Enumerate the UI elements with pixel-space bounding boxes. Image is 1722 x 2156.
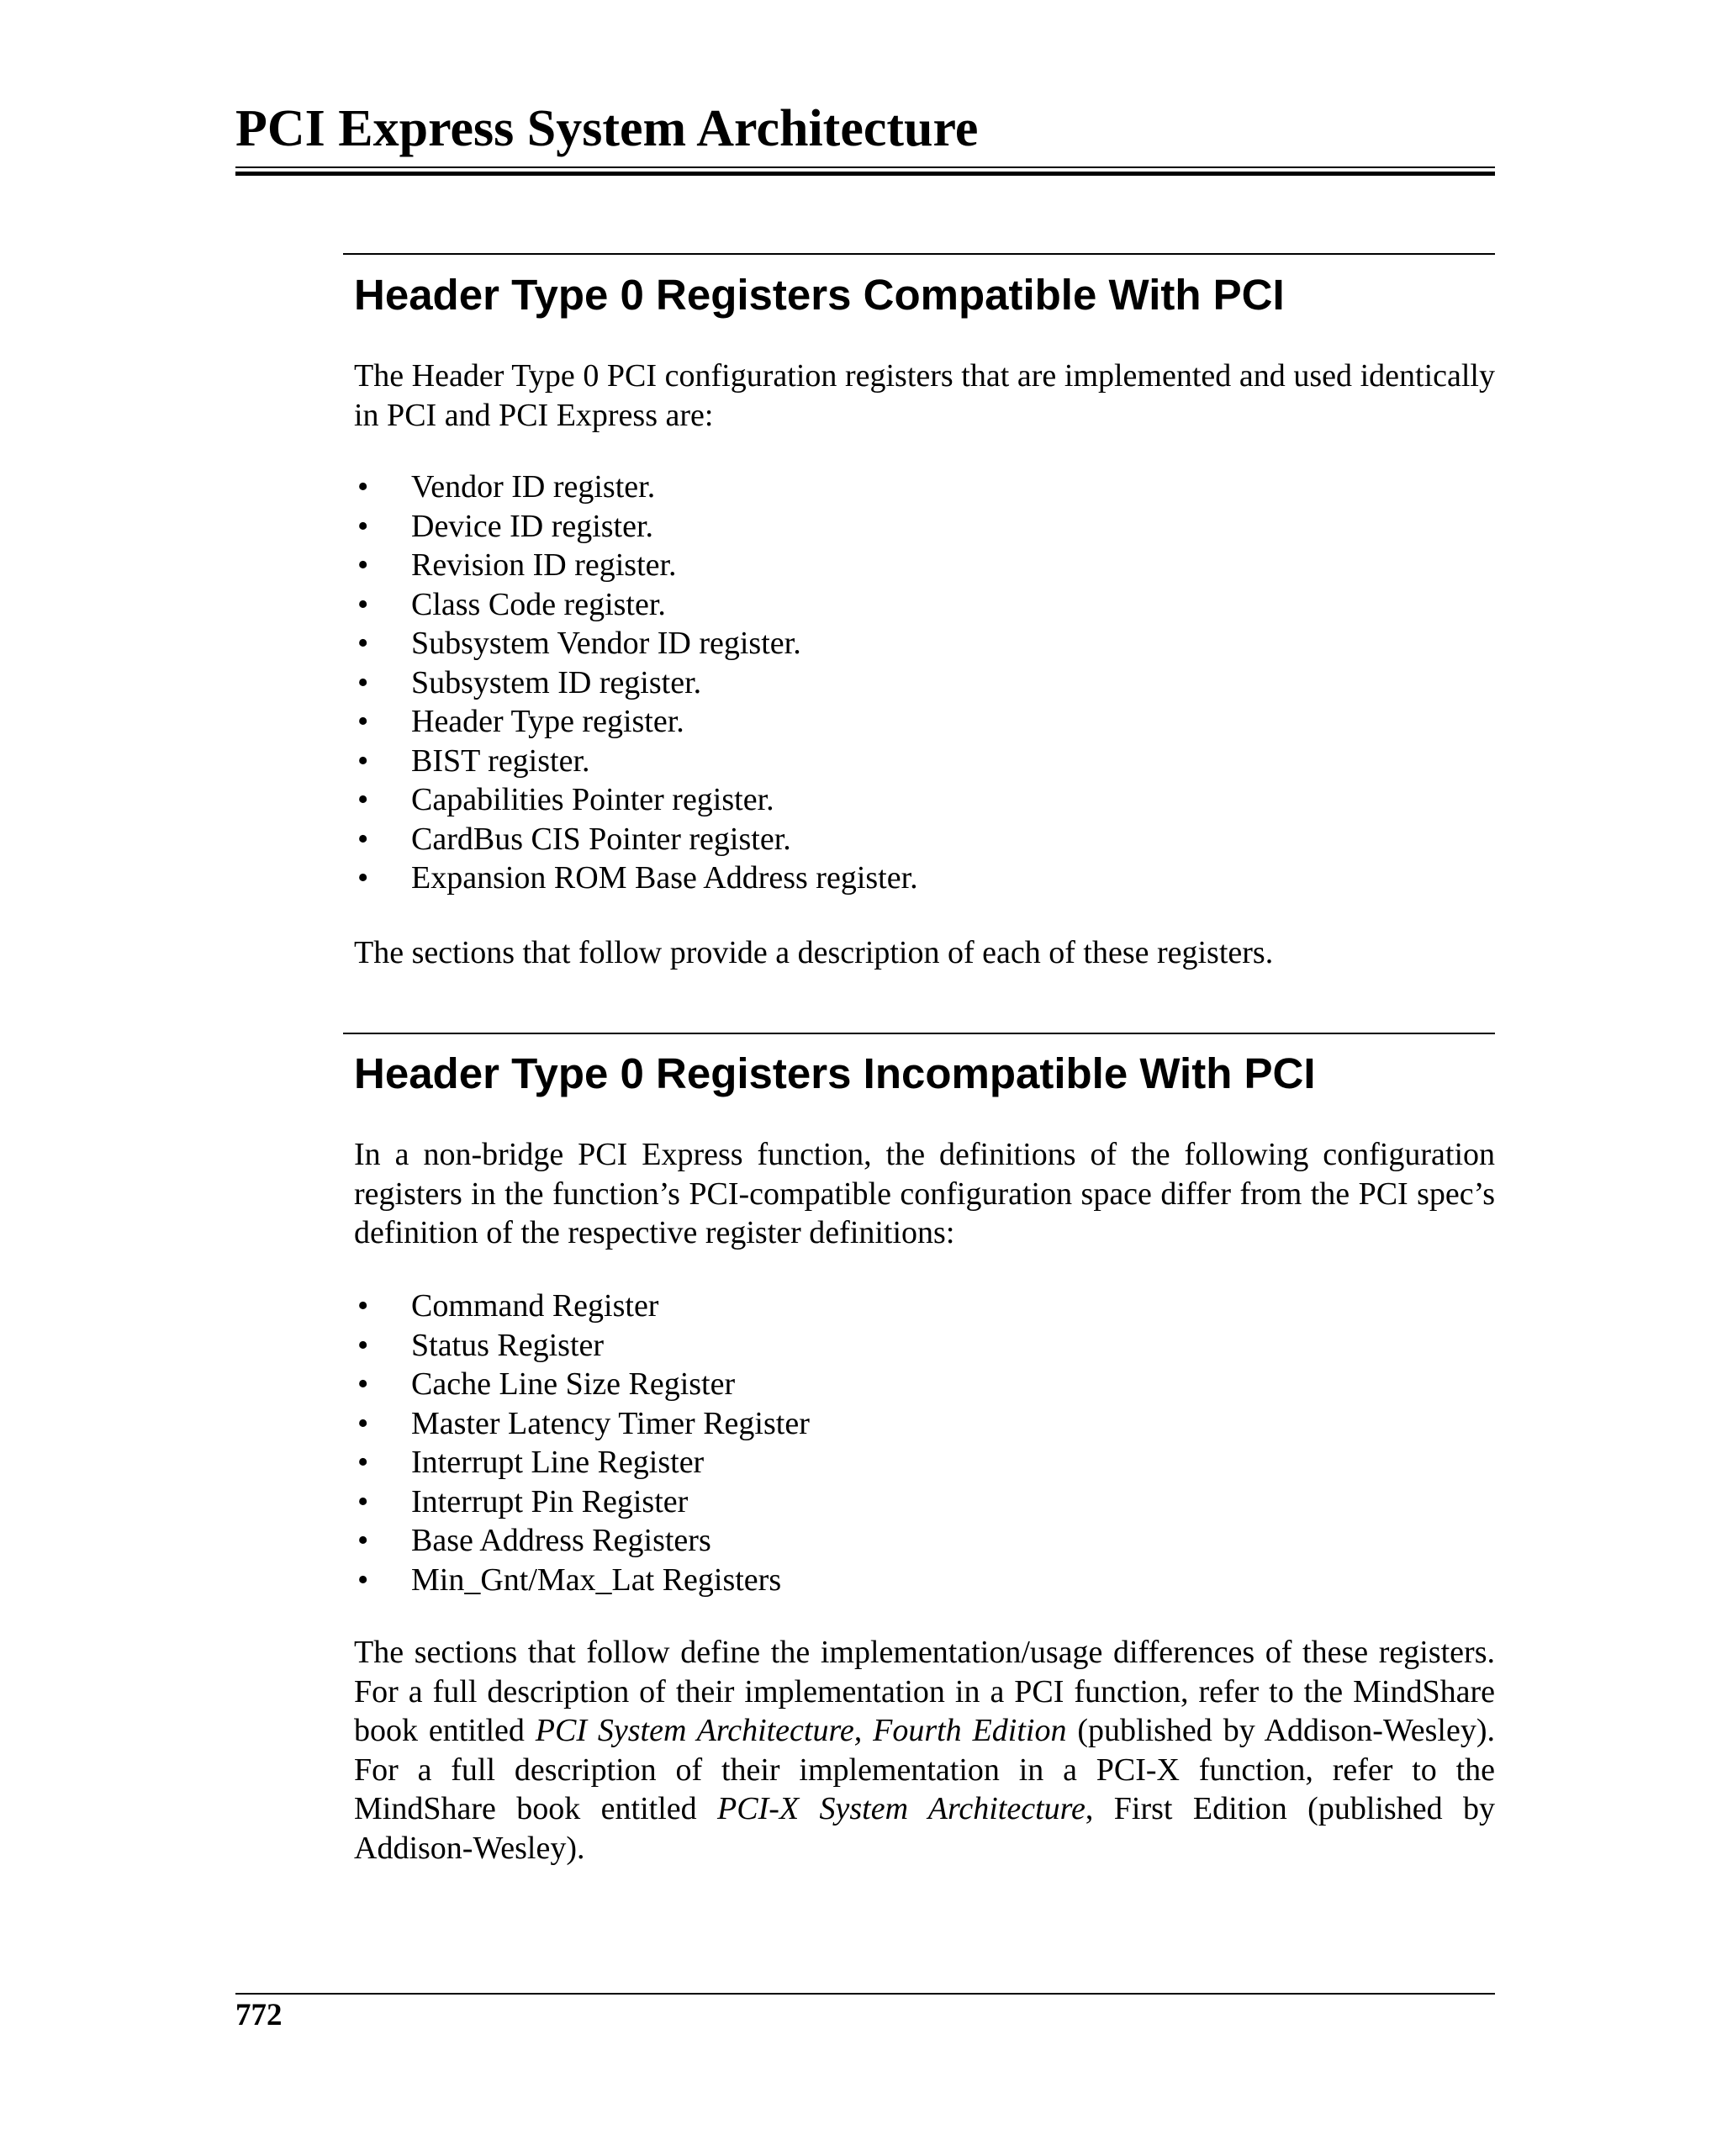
- section2-closing-paragraph: [354, 1633, 1495, 1868]
- bullet-icon: •: [357, 1562, 369, 1598]
- page-number: 772: [235, 1998, 283, 2032]
- section-title-incompatible: Header Type 0 Registers Incompatible With PCI: [354, 1049, 1316, 1097]
- list-item: [354, 1326, 1495, 1366]
- list-item: [354, 1443, 1495, 1482]
- list-item: [354, 1287, 1495, 1326]
- list-item: [354, 1561, 1495, 1600]
- list-item-label: Command Register: [411, 1288, 659, 1324]
- list-item-label: Header Type register.: [411, 704, 684, 739]
- header-rule-thin: [235, 166, 1495, 168]
- bullet-icon: •: [357, 664, 369, 700]
- bullet-icon: •: [357, 626, 369, 661]
- list-item-label: Expansion ROM Base Address register.: [411, 860, 918, 896]
- list-item: [354, 468, 1495, 507]
- list-item-label: Status Register: [411, 1327, 605, 1363]
- book-title-pcix: PCI-X System Architecture: [717, 1791, 1085, 1826]
- closing-text-part1: The sections that follow define the implementation/usage differences of these registers. For a full description of their implementation in a PCI function, refer to the MindShare book entitled: [354, 1635, 1495, 1748]
- bullet-icon: •: [357, 586, 369, 622]
- bullet-icon: •: [357, 742, 369, 779]
- list-item: [354, 820, 1495, 859]
- list-item-label: Capabilities Pointer register.: [411, 782, 774, 817]
- section-rule: [343, 1033, 1495, 1034]
- list-item: [354, 742, 1495, 781]
- bullet-icon: •: [357, 1327, 369, 1363]
- list-item-label: Base Address Registers: [411, 1523, 711, 1558]
- book-title-pci: PCI System Architecture, Fourth Edition: [535, 1713, 1067, 1748]
- closing-text-part2: (published by Addison-Wesley). For a full description of their implementation in a PCI-X function, refer to the MindShare book entitled: [354, 1713, 1495, 1826]
- list-item-label: Interrupt Line Register: [411, 1445, 705, 1480]
- bullet-icon: •: [357, 860, 369, 896]
- list-item: [354, 624, 1495, 663]
- list-item: [354, 1521, 1495, 1561]
- list-item: [354, 1404, 1495, 1444]
- bullet-icon: •: [357, 508, 369, 544]
- bullet-icon: •: [357, 1483, 369, 1519]
- list-item-label: BIST register.: [411, 742, 590, 779]
- list-item: [354, 1365, 1495, 1404]
- list-item-label: Interrupt Pin Register: [411, 1483, 689, 1519]
- bullet-icon: •: [357, 547, 369, 583]
- bullet-icon: •: [357, 821, 369, 857]
- bullet-icon: •: [357, 704, 369, 739]
- list-item: [354, 1482, 1495, 1522]
- list-item-label: Min_Gnt/Max_Lat Registers: [411, 1562, 782, 1598]
- section1-closing-paragraph: The sections that follow provide a description of each of these registers.: [354, 935, 1274, 970]
- list-item-label: Class Code register.: [411, 586, 666, 622]
- list-item-label: Subsystem Vendor ID register.: [411, 626, 801, 661]
- list-item-label: Revision ID register.: [411, 547, 677, 583]
- list-item: [354, 702, 1495, 742]
- list-item-label: Device ID register.: [411, 508, 654, 544]
- list-item-label: Master Latency Timer Register: [411, 1405, 810, 1441]
- bullet-icon: •: [357, 1288, 369, 1324]
- header-rule-thick: [235, 172, 1495, 176]
- running-head: PCI Express System Architecture: [235, 100, 979, 157]
- bullet-icon: •: [357, 469, 369, 505]
- list-item: [354, 546, 1495, 585]
- incompatible-register-list: [354, 1287, 1495, 1599]
- list-item-label: Cache Line Size Register: [411, 1366, 736, 1402]
- section1-intro-paragraph: The Header Type 0 PCI configuration registers that are implemented and used identically in PCI and PCI Express are:: [354, 358, 1495, 433]
- list-item-label: Subsystem ID register.: [411, 664, 702, 700]
- compatible-register-list: [354, 468, 1495, 898]
- section-rule: [343, 253, 1495, 255]
- list-item: [354, 585, 1495, 625]
- footer-rule: [235, 1993, 1495, 1995]
- bullet-icon: •: [357, 1405, 369, 1441]
- bullet-icon: •: [357, 1366, 369, 1402]
- bullet-icon: •: [357, 1523, 369, 1558]
- section-title-compatible: Header Type 0 Registers Compatible With PCI: [354, 271, 1285, 319]
- closing-text-part3: , First Edition (published by Addison-Wesley).: [354, 1791, 1495, 1866]
- list-item: [354, 663, 1495, 703]
- bullet-icon: •: [357, 782, 369, 817]
- list-item: [354, 507, 1495, 547]
- list-item: [354, 859, 1495, 898]
- list-item-label: CardBus CIS Pointer register.: [411, 821, 791, 857]
- section2-intro-paragraph: In a non-bridge PCI Express function, the definitions of the following configuration registers in the function’s PCI-compatible configuration space differ from the PCI spec’s definition of the respective register definitions:: [354, 1137, 1495, 1250]
- bullet-icon: •: [357, 1445, 369, 1480]
- list-item-label: Vendor ID register.: [411, 469, 656, 505]
- list-item: [354, 780, 1495, 820]
